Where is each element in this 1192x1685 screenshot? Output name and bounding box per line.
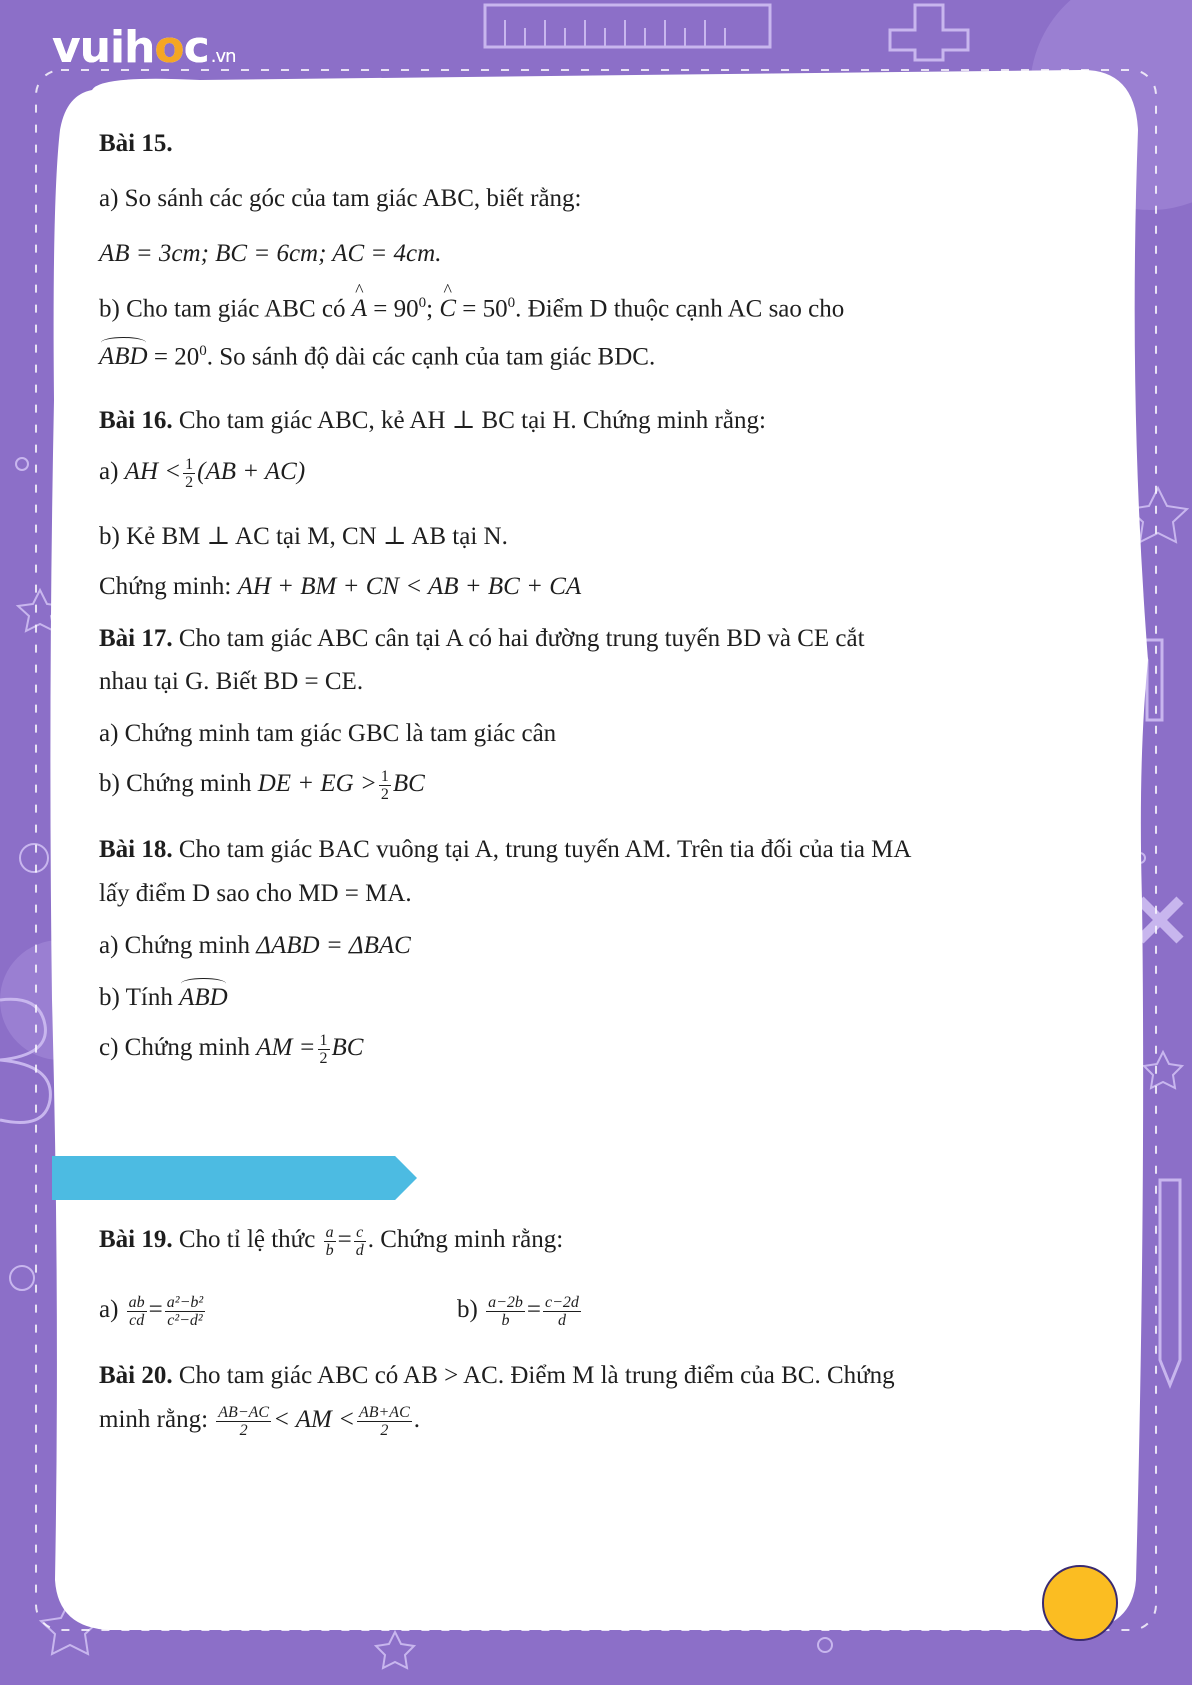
exercise-15-lengths: AB = 3cm; BC = 6cm; AC = 4cm.	[99, 240, 442, 267]
angle-abd: ABD	[179, 984, 228, 1011]
angle-abd: ABD	[99, 343, 148, 371]
exercise-19-title: Bài 19.	[99, 1226, 173, 1254]
angle-a: ^ A	[352, 295, 367, 323]
exercise-17-part-b: b) Chứng minh DE + EG > $\frac{1}{2}$ BC	[99, 768, 425, 803]
exercise-18-part-a: a) Chứng minh ΔABD = ΔBAC	[99, 932, 411, 959]
exercise-18-statement: Bài 18. Cho tam giác BAC vuông tại A, trung tuyến AM. Trên tia đối của tia MA	[99, 836, 912, 863]
exercise-20-statement-line2: minh rằng: $\frac{AB-AC}{2}$ < AM < $\frac{AB+AC}{2}$ .	[99, 1404, 420, 1439]
exercise-15-part-a: a) So sánh các góc của tam giác ABC, biết rằng:	[99, 185, 582, 212]
fraction-half: $\frac{1}{2}$	[380, 768, 389, 803]
exercise-18-title: Bài 18.	[99, 836, 173, 863]
exercise-15-part-b-line2: ABD = $20^0$. So sánh độ dài các cạnh của tam giác BDC.	[99, 343, 656, 371]
exercise-15-part-b: b) Cho tam giác ABC có ^ $A = 90^0$; ^ $C = 50^0$. Điểm D thuộc cạnh AC sao cho	[99, 295, 844, 323]
exercise-20-title: Bài 20.	[99, 1362, 173, 1389]
exercise-19-statement: Bài 19. Cho tỉ lệ thức $\frac{a}{b}$ = $\frac{c}{d}$ . Chứng minh rằng:	[99, 1224, 564, 1259]
exercise-20-statement: Bài 20. Cho tam giác ABC có AB > AC. Điểm M là trung điểm của BC. Chứng	[99, 1362, 895, 1389]
exercise-17-title: Bài 17.	[99, 625, 173, 652]
vuihoc-logo[interactable]: vuihoc .vn	[52, 22, 236, 73]
exercise-19-part-b: b) $\frac{a-2b}{b}$ = $\frac{c-2d}{d}$	[457, 1294, 579, 1329]
exercise-17-part-a: a) Chứng minh tam giác GBC là tam giác cân	[99, 720, 557, 747]
exercise-16-part-a: a) AH < $\frac{1}{2}$ (AB + AC)	[99, 456, 306, 491]
exercise-16-proof: Chứng minh: AH + BM + CN < AB + BC + CA	[99, 573, 582, 600]
section-ribbon	[52, 1156, 417, 1200]
exercise-17-statement: Bài 17. Cho tam giác ABC cân tại A có hai đường trung tuyến BD và CE cắt	[99, 625, 865, 652]
exercise-15-title: Bài 15.	[99, 130, 173, 157]
sun-circle-icon	[1042, 1565, 1118, 1641]
exercise-18-statement-line2: lấy điểm D sao cho MD = MA.	[99, 880, 412, 907]
fraction-half: $\frac{1}{2}$	[185, 456, 194, 491]
exercise-18-part-b: b) Tính ABD	[99, 984, 228, 1011]
angle-c: ^ C	[439, 295, 456, 323]
fraction-half: $\frac{1}{2}$	[319, 1032, 328, 1067]
exercise-16-title: Bài 16.	[99, 407, 173, 434]
exercise-19-part-a: a) $\frac{ab}{cd}$ = $\frac{\text{a²−b²}}{\text{c²−d²}}$	[99, 1294, 204, 1329]
exercise-17-statement-line2: nhau tại G. Biết BD = CE.	[99, 668, 364, 695]
exercise-18-part-c: c) Chứng minh AM = $\frac{1}{2}$ BC	[99, 1032, 364, 1067]
exercise-16-part-b: b) Kẻ BM ⊥ AC tại M, CN ⊥ AB tại N.	[99, 523, 508, 550]
exercise-16-statement: Bài 16. Cho tam giác ABC, kẻ AH ⊥ BC tại H. Chứng minh rằng:	[99, 407, 766, 434]
